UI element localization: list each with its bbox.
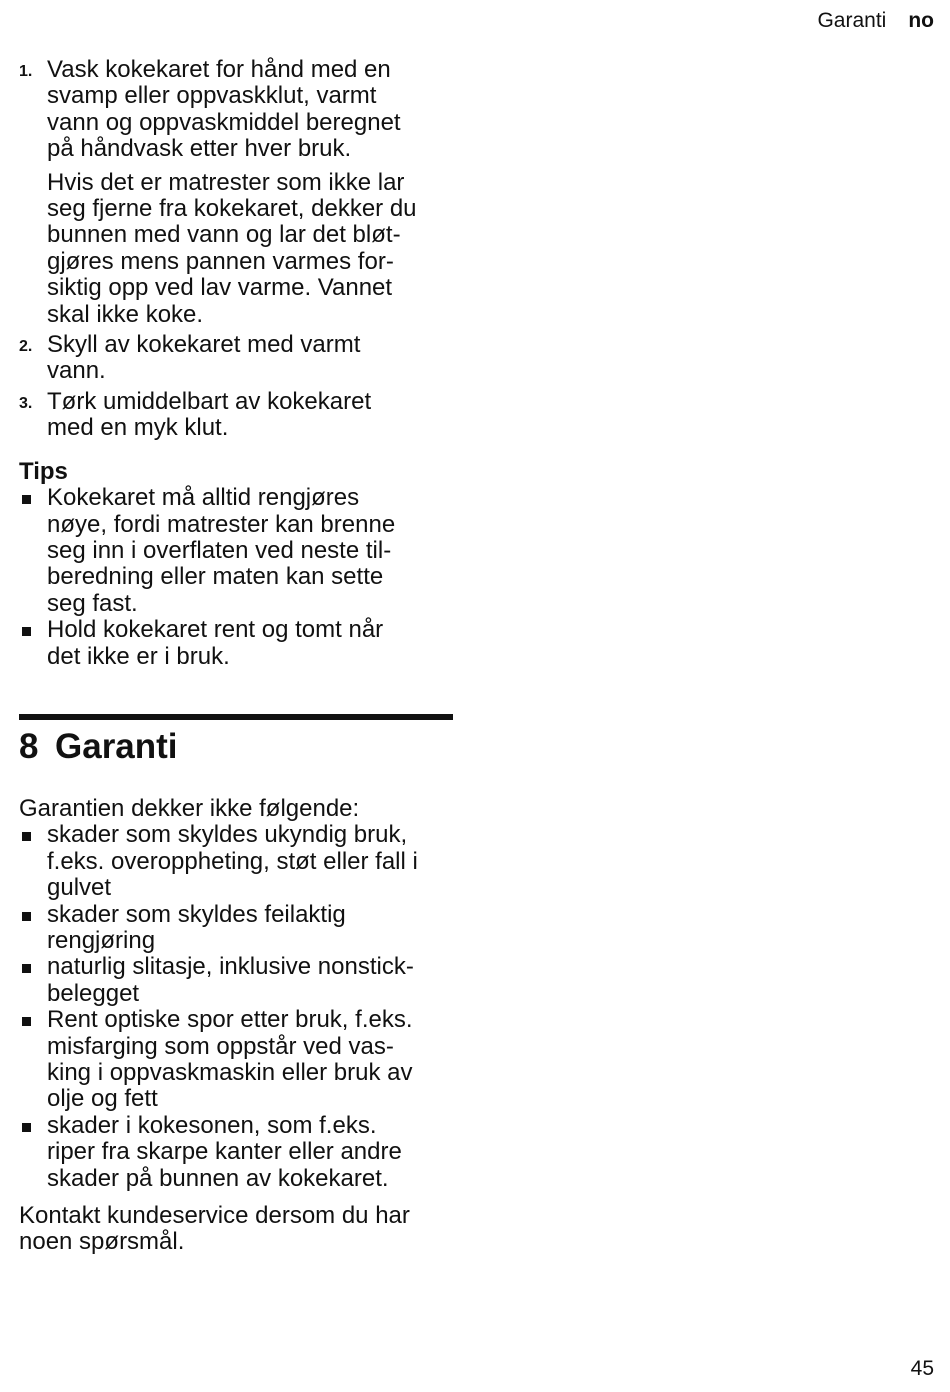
note-line: seg fjerne fra kokekaret, dekker du: [47, 195, 417, 223]
bullet-line: seg inn i overflaten ved neste til-: [47, 536, 392, 564]
header-section-title: Garanti: [817, 9, 887, 32]
bullet-square-icon: [22, 1123, 31, 1132]
bullet-line: misfarging som oppstår ved vas-: [47, 1032, 394, 1060]
step-1-note: [19, 170, 453, 328]
step-text-line: Skyll av kokekaret med varmt: [47, 331, 361, 359]
warranty-bullet-1: [19, 822, 453, 901]
bullet-line: king i oppvaskmaskin eller bruk av: [47, 1059, 413, 1086]
step-text-line: med en myk klut.: [47, 414, 229, 442]
warranty-bullet-3: [19, 954, 453, 1007]
step-1: [19, 57, 453, 163]
running-header: [817, 8, 934, 34]
bullet-line: seg fast.: [47, 589, 138, 617]
bullet-line: Hold kokekaret rent og tomt når: [47, 616, 384, 644]
closing-line: noen spørsmål.: [19, 1228, 185, 1256]
bullet-square-icon: [22, 912, 31, 921]
section-intro: Garantien dekker ikke følgende:: [19, 794, 360, 822]
bullet-line: Kokekaret må alltid rengjøres: [47, 484, 360, 512]
bullet-line: nøye, fordi matrester kan brenne: [47, 510, 396, 538]
step-number: 2.: [19, 338, 33, 356]
bullet-line: gulvet: [47, 874, 112, 902]
step-number: 3.: [19, 394, 33, 412]
bullet-line: det ikke er i bruk.: [47, 642, 230, 670]
step-3: [19, 389, 453, 442]
step-text-line: Tørk umiddelbart av kokekaret: [47, 387, 372, 415]
bullet-square-icon: [22, 964, 31, 973]
warranty-bullet-5: [19, 1113, 453, 1192]
note-line: bunnen med vann og lar det bløt-: [47, 221, 401, 249]
note-line: siktig opp ved lav varme. Vannet: [47, 274, 393, 302]
bullet-square-icon: [22, 1017, 31, 1026]
bullet-line: skader på bunnen av kokekaret.: [47, 1164, 389, 1192]
bullet-line: Rent optiske spor etter bruk, f.eks.: [47, 1006, 413, 1034]
bullet-line: f.eks. overoppheting, støt eller fall i: [47, 847, 418, 875]
section-divider: [19, 714, 453, 720]
bullet-line: skader i kokesonen, som f.eks.: [47, 1111, 377, 1139]
tips-heading: Tips: [19, 457, 68, 485]
step-text-line: vann og oppvaskmiddel beregnet: [47, 108, 401, 136]
page-number: 45: [910, 1357, 934, 1380]
bullet-line: olje og fett: [47, 1085, 158, 1113]
note-line: skal ikke koke.: [47, 300, 204, 328]
section-number: 8: [19, 726, 39, 766]
bullet-line: skader som skyldes ukyndig bruk,: [47, 821, 408, 849]
section-title: Garanti: [55, 726, 178, 766]
bullet-line: beredning eller maten kan sette: [47, 563, 384, 591]
warranty-bullet-2: [19, 902, 453, 955]
note-line: Hvis det er matrester som ikke lar: [47, 168, 405, 196]
step-text-line: svamp eller oppvaskklut, varmt: [47, 82, 377, 110]
bullet-line: naturlig slitasje, inklusive nonstick-: [47, 953, 414, 981]
main-column: [19, 57, 453, 1256]
note-line: gjøres mens pannen varmes for-: [47, 247, 394, 275]
bullet-line: rengjøring: [47, 926, 156, 954]
bullet-line: belegget: [47, 979, 140, 1007]
closing-paragraph: [19, 1203, 453, 1256]
bullet-square-icon: [22, 832, 31, 841]
warranty-bullet-4: [19, 1007, 453, 1113]
bullet-line: skader som skyldes feilaktig: [47, 900, 346, 928]
closing-line: Kontakt kundeservice dersom du har: [19, 1202, 410, 1230]
step-text-line: vann.: [47, 357, 106, 385]
step-2: [19, 332, 453, 385]
tips-bullet-2: [19, 617, 453, 670]
header-language-code: no: [908, 9, 934, 32]
bullet-square-icon: [22, 627, 31, 636]
step-text-line: Vask kokekaret for hånd med en: [47, 56, 391, 83]
tips-bullet-1: [19, 485, 453, 617]
bullet-square-icon: [22, 495, 31, 504]
step-number: 1.: [19, 63, 33, 80]
bullet-line: riper fra skarpe kanter eller andre: [47, 1138, 402, 1166]
step-text-line: på håndvask etter hver bruk.: [47, 135, 352, 163]
section-heading: [19, 727, 453, 767]
